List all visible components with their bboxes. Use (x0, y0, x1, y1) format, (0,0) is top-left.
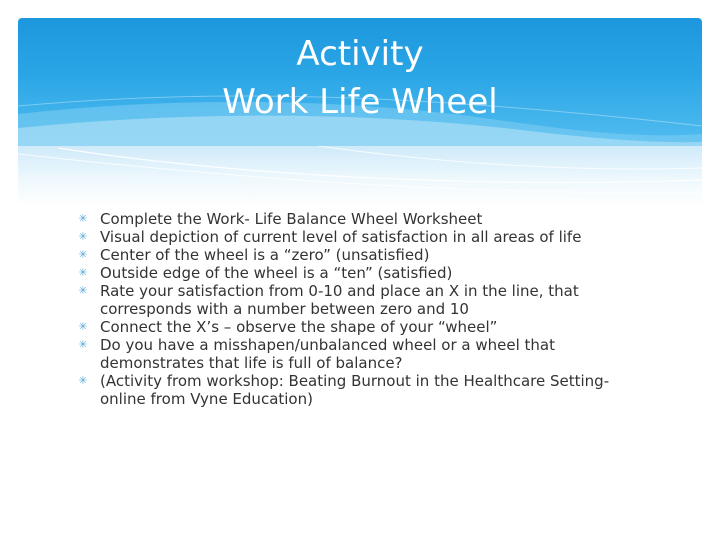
asterisk-bullet-icon: ✳ (78, 230, 88, 243)
bullet-item (78, 264, 644, 282)
bullet-text: Rate your satisfaction from 0-10 and place an X in the line, that corresponds with a number between zero and 10 (100, 282, 579, 318)
banner-fade-decoration (18, 146, 702, 206)
bullet-text: Visual depiction of current level of satisfaction in all areas of life (100, 228, 582, 246)
asterisk-bullet-icon: ✳ (78, 338, 88, 351)
bullet-text: (Activity from workshop: Beating Burnout in the Healthcare Setting- online from Vyne Education) (100, 372, 610, 408)
bullet-text: Do you have a misshapen/unbalanced wheel or a wheel that demonstrates that life is full of balance? (100, 336, 556, 372)
bullet-text: Connect the X’s – observe the shape of your “wheel” (100, 318, 498, 336)
bullet-item (78, 336, 644, 372)
asterisk-bullet-icon: ✳ (78, 248, 88, 261)
slide-title-line-2: Work Life Wheel (222, 82, 498, 122)
bullet-item (78, 210, 644, 228)
bullet-text: Complete the Work- Life Balance Wheel Worksheet (100, 210, 483, 228)
bullet-item (78, 372, 644, 408)
asterisk-bullet-icon: ✳ (78, 266, 88, 279)
slide-title (18, 30, 702, 126)
asterisk-bullet-icon: ✳ (78, 320, 88, 333)
bullet-item (78, 282, 644, 318)
asterisk-bullet-icon: ✳ (78, 284, 88, 297)
bullet-item (78, 228, 644, 246)
bullet-item (78, 318, 644, 336)
asterisk-bullet-icon: ✳ (78, 374, 88, 387)
asterisk-bullet-icon: ✳ (78, 212, 88, 225)
slide-title-line-1: Activity (296, 34, 424, 74)
bullet-item (78, 246, 644, 264)
fade-lines-decoration (18, 146, 702, 206)
bullet-text: Outside edge of the wheel is a “ten” (satisfied) (100, 264, 453, 282)
bullet-list (78, 210, 644, 408)
bullet-text: Center of the wheel is a “zero” (unsatisfied) (100, 246, 430, 264)
